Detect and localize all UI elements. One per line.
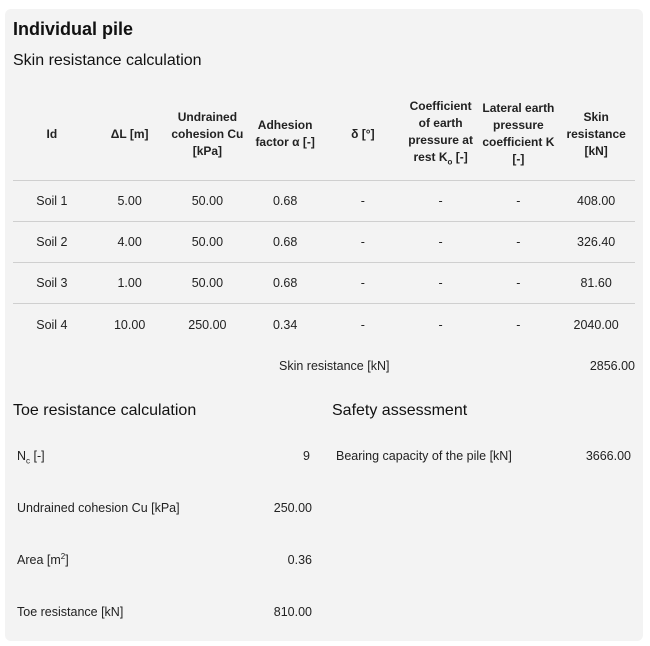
cell-k0: - (438, 194, 443, 208)
cell-skin: 326.40 (577, 235, 616, 249)
header-delta: δ [°] (351, 126, 375, 141)
cell-alpha: 0.34 (272, 317, 298, 332)
bearing-capacity-value: 3666.00 (585, 449, 631, 463)
cell-skin: 408.00 (577, 194, 616, 208)
cell-k0: - (438, 276, 443, 290)
cell-alpha: 0.68 (272, 276, 298, 290)
header-coefficient-k0 (402, 88, 480, 180)
cell-id: Soil 3 (36, 276, 68, 290)
toe-section-title: Toe resistance calculation (13, 402, 197, 419)
cell-delta-l: 4.00 (117, 235, 142, 249)
cell-cu: 50.00 (191, 235, 224, 249)
table-row (13, 304, 635, 345)
cell-skin: 2040.00 (573, 317, 619, 332)
cell-cu: 250.00 (188, 317, 227, 332)
cell-delta: - (360, 235, 365, 249)
toe-resistance-label: Toe resistance [kN] (17, 605, 124, 619)
results-card (5, 9, 643, 641)
area-label-sup: 2 (60, 551, 66, 561)
table-row (13, 222, 635, 263)
toe-cu-row (17, 501, 312, 519)
cell-delta-l: 5.00 (117, 194, 142, 208)
bearing-capacity-row (336, 449, 631, 467)
cell-cu: 50.00 (191, 194, 224, 208)
cell-delta-l: 1.00 (117, 276, 142, 290)
toe-resistance-value: 810.00 (273, 605, 312, 619)
nc-label-post: [-] (30, 449, 45, 463)
nc-row (17, 449, 310, 467)
cell-alpha: 0.68 (272, 194, 298, 208)
cell-k: - (516, 235, 521, 249)
header-k0-text (404, 98, 478, 170)
area-label (17, 553, 69, 567)
page-title: Individual pile (13, 19, 134, 39)
toe-cu-label: Undrained cohesion Cu [kPa] (17, 501, 180, 515)
nc-label-pre: N (17, 449, 27, 463)
header-lateral-k: Lateral earth pressure coefficient K [-] (482, 101, 555, 166)
skin-total-label: Skin resistance [kN] (279, 359, 390, 373)
header-k0-sub: o (447, 157, 453, 167)
cell-k: - (516, 276, 521, 290)
skin-total-value: 2856.00 (589, 359, 635, 373)
cell-k: - (516, 317, 521, 332)
cell-id: Soil 1 (36, 194, 68, 208)
safety-section-title: Safety assessment (332, 402, 468, 419)
nc-label (17, 449, 45, 466)
cell-k: - (516, 194, 521, 208)
header-skin-resistance: Skin resistance [kN] (566, 109, 626, 158)
cell-delta: - (360, 194, 365, 208)
header-delta-l: ΔL [m] (110, 126, 149, 141)
nc-value: 9 (303, 449, 310, 463)
toe-resistance-row (17, 605, 312, 623)
cell-delta: - (360, 276, 365, 290)
header-k0-post: [-] (452, 149, 468, 164)
nc-label-sub: c (26, 456, 31, 466)
cell-id: Soil 4 (36, 317, 68, 332)
cell-k0: - (438, 317, 443, 332)
table-header-row (13, 88, 635, 181)
header-k0-pre: Coefficient of earth pressure at rest K (408, 98, 473, 164)
cell-skin: 81.60 (580, 276, 612, 290)
skin-resistance-total (13, 359, 635, 379)
cell-delta: - (360, 317, 365, 332)
area-value: 0.36 (287, 553, 312, 567)
toe-cu-value: 250.00 (273, 501, 312, 515)
area-label-post: ] (65, 553, 69, 567)
cell-k0: - (438, 235, 443, 249)
skin-section-title: Skin resistance calculation (13, 52, 202, 69)
area-row (17, 553, 312, 571)
bearing-capacity-label: Bearing capacity of the pile [kN] (336, 449, 512, 463)
area-label-pre: Area [m (17, 553, 61, 567)
cell-alpha: 0.68 (272, 235, 298, 249)
cell-delta-l: 10.00 (113, 317, 146, 332)
cell-cu: 50.00 (191, 276, 224, 290)
table-row (13, 181, 635, 222)
table-row (13, 263, 635, 304)
cell-id: Soil 2 (36, 235, 68, 249)
header-id: Id (46, 126, 58, 141)
skin-resistance-table (13, 88, 635, 345)
header-undrained-cohesion: Undrained cohesion Cu [kPa] (171, 109, 244, 158)
header-adhesion-factor: Adhesion factor α [-] (255, 118, 315, 149)
